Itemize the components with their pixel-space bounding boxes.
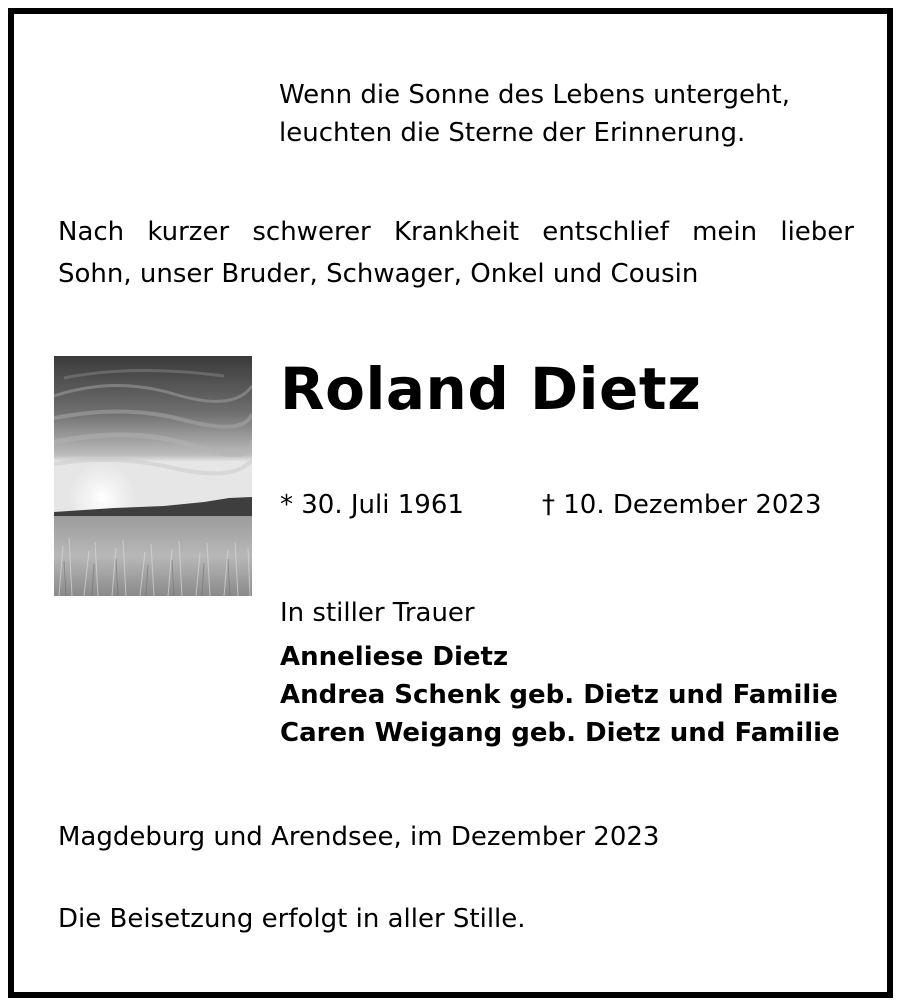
death-date: † 10. Dezember 2023 [542, 490, 822, 520]
mourner-item: Anneliese Dietz [280, 642, 509, 672]
sunset-field-photo [54, 356, 252, 596]
mourning-heading: In stiller Trauer [280, 598, 475, 628]
deceased-name: Roland Dietz [280, 355, 702, 423]
mourner-item: Andrea Schenk geb. Dietz und Familie [280, 680, 838, 710]
intro-line-2: Sohn, unser Bruder, Schwager, Onkel und Cousin [58, 259, 699, 289]
intro-text [58, 211, 854, 295]
birth-date: * 30. Juli 1961 [280, 490, 464, 520]
mourner-item: Caren Weigang geb. Dietz und Familie [280, 718, 840, 748]
obituary-notice [8, 8, 893, 998]
mourners-list [280, 638, 840, 752]
intro-line-1: Nach kurzer schwerer Krankheit entschlief mein lieber [58, 217, 854, 247]
motto [279, 76, 790, 152]
motto-line-1: Wenn die Sonne des Lebens untergeht, [279, 80, 790, 110]
burial-note: Die Beisetzung erfolgt in aller Stille. [58, 904, 526, 934]
motto-line-2: leuchten die Sterne der Erinnerung. [279, 118, 746, 148]
place-and-date: Magdeburg und Arendsee, im Dezember 2023 [58, 822, 660, 852]
